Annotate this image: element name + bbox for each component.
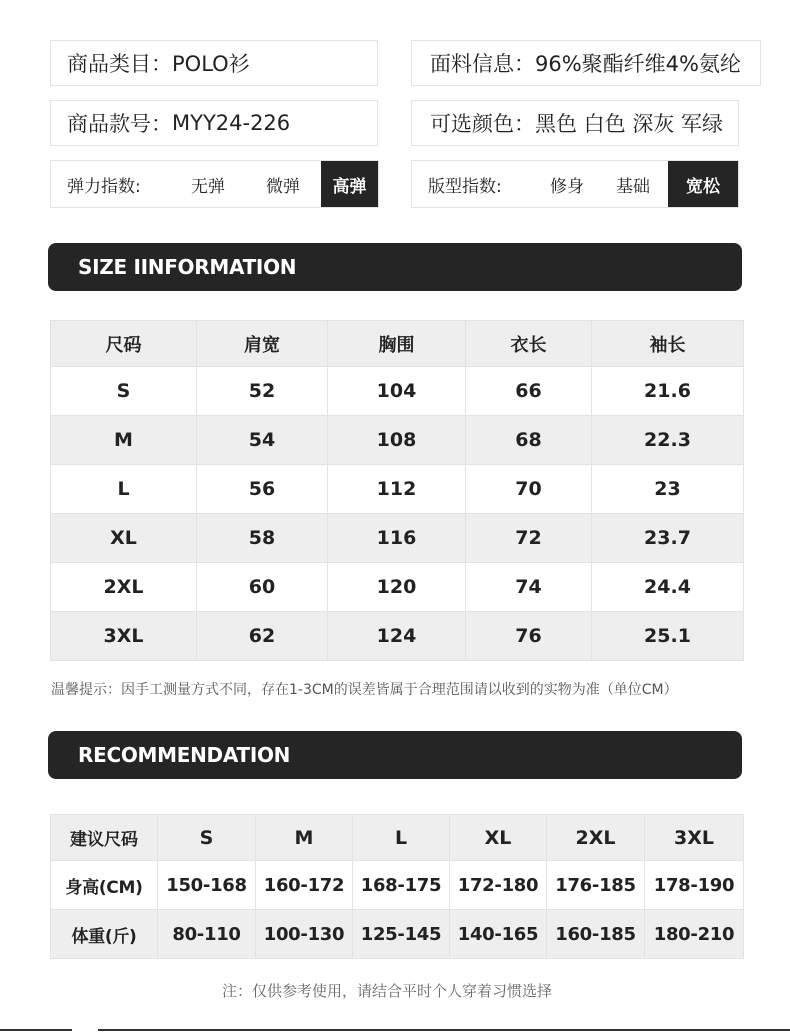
style-number-label: 商品款号： xyxy=(67,112,172,136)
size-information-title: SIZE IINFORMATION xyxy=(78,255,297,279)
size-cell: 62 xyxy=(197,612,328,661)
fit-option-slim: 修身 xyxy=(550,176,584,197)
recommendation-cell: 140-165 xyxy=(450,910,547,959)
elasticity-index xyxy=(50,160,379,208)
recommendation-cell: 178-190 xyxy=(645,861,744,910)
recommendation-cell: 150-168 xyxy=(158,861,256,910)
recommendation-row-height xyxy=(51,861,744,910)
recommendation-cell: 172-180 xyxy=(450,861,547,910)
size-cell: 21.6 xyxy=(592,367,744,416)
recommendation-banner xyxy=(48,731,742,779)
colors-value: 黑色 白色 深灰 军绿 xyxy=(535,112,724,136)
size-cell: 52 xyxy=(197,367,328,416)
size-cell: XL xyxy=(51,514,197,563)
size-row-s xyxy=(51,367,744,416)
recommendation-title: RECOMMENDATION xyxy=(78,743,291,767)
bottom-divider-right xyxy=(98,1029,790,1031)
recommendation-header-cell: XL xyxy=(450,815,547,861)
recommendation-row-weight xyxy=(51,910,744,959)
recommendation-cell: 体重(斤) xyxy=(51,910,158,959)
elasticity-label: 弹力指数: xyxy=(67,176,141,197)
size-table xyxy=(50,320,744,661)
recommendation-cell: 100-130 xyxy=(256,910,353,959)
size-row-m xyxy=(51,416,744,465)
recommendation-header-cell: S xyxy=(158,815,256,861)
recommendation-cell: 125-145 xyxy=(353,910,450,959)
recommendation-header-cell: M xyxy=(256,815,353,861)
size-cell: L xyxy=(51,465,197,514)
size-cell: 68 xyxy=(466,416,592,465)
recommendation-cell: 168-175 xyxy=(353,861,450,910)
size-cell: 70 xyxy=(466,465,592,514)
recommendation-cell: 身高(CM) xyxy=(51,861,158,910)
size-cell: 124 xyxy=(328,612,466,661)
size-cell: 60 xyxy=(197,563,328,612)
recommendation-table xyxy=(50,814,744,959)
size-cell: 56 xyxy=(197,465,328,514)
size-cell: 24.4 xyxy=(592,563,744,612)
size-cell: 23 xyxy=(592,465,744,514)
recommendation-header-cell: L xyxy=(353,815,450,861)
fabric-value: 96%聚酯纤维4%氨纶 xyxy=(535,52,741,76)
bottom-divider-left xyxy=(0,1029,72,1031)
size-cell: 112 xyxy=(328,465,466,514)
size-cell: 3XL xyxy=(51,612,197,661)
size-cell: 76 xyxy=(466,612,592,661)
style-number-value: MYY24-226 xyxy=(172,111,291,135)
measurement-tip: 温馨提示：因手工测量方式不同，存在1-3CM的误差皆属于合理范围请以收到的实物为准（单位CM） xyxy=(51,682,678,698)
product-category-box xyxy=(50,40,378,86)
size-row-3xl xyxy=(51,612,744,661)
size-header-cell: 袖长 xyxy=(592,321,744,367)
size-row-2xl xyxy=(51,563,744,612)
recommendation-cell: 80-110 xyxy=(158,910,256,959)
size-cell: 120 xyxy=(328,563,466,612)
recommendation-note: 注：仅供参考使用，请结合平时个人穿着习惯选择 xyxy=(222,982,553,1000)
recommendation-cell: 160-172 xyxy=(256,861,353,910)
size-cell: 72 xyxy=(466,514,592,563)
elasticity-option-none: 无弹 xyxy=(191,176,225,197)
size-cell: S xyxy=(51,367,197,416)
recommendation-cell: 160-185 xyxy=(547,910,645,959)
size-cell: 25.1 xyxy=(592,612,744,661)
recommendation-cell: 180-210 xyxy=(645,910,744,959)
recommendation-header-cell: 建议尺码 xyxy=(51,815,158,861)
product-category-label: 商品类目： xyxy=(67,52,172,76)
size-cell: 66 xyxy=(466,367,592,416)
size-header-cell: 胸围 xyxy=(328,321,466,367)
size-cell: 22.3 xyxy=(592,416,744,465)
size-cell: 104 xyxy=(328,367,466,416)
size-cell: 74 xyxy=(466,563,592,612)
recommendation-header xyxy=(51,815,744,861)
style-number-box xyxy=(50,100,378,146)
product-category-value: POLO衫 xyxy=(172,52,250,76)
size-information-banner xyxy=(48,243,742,291)
fit-option-regular: 基础 xyxy=(616,176,650,197)
recommendation-header-cell: 2XL xyxy=(547,815,645,861)
elasticity-option-slight: 微弹 xyxy=(266,176,300,197)
size-cell: 58 xyxy=(197,514,328,563)
fit-option-loose-selected: 宽松 xyxy=(668,161,738,207)
recommendation-header-cell: 3XL xyxy=(645,815,744,861)
colors-label: 可选颜色： xyxy=(430,112,535,136)
fit-label: 版型指数: xyxy=(428,176,502,197)
size-header-cell: 肩宽 xyxy=(197,321,328,367)
size-row-xl xyxy=(51,514,744,563)
fabric-info-box xyxy=(411,40,761,86)
recommendation-cell: 176-185 xyxy=(547,861,645,910)
size-table-header xyxy=(51,321,744,367)
fabric-label: 面料信息： xyxy=(430,52,535,76)
size-cell: 54 xyxy=(197,416,328,465)
elasticity-option-high-selected: 高弹 xyxy=(321,161,378,207)
size-row-l xyxy=(51,465,744,514)
fit-index xyxy=(411,160,739,208)
size-cell: 116 xyxy=(328,514,466,563)
available-colors-box xyxy=(411,100,739,146)
size-cell: 2XL xyxy=(51,563,197,612)
size-header-cell: 衣长 xyxy=(466,321,592,367)
size-cell: 108 xyxy=(328,416,466,465)
size-cell: M xyxy=(51,416,197,465)
size-header-cell: 尺码 xyxy=(51,321,197,367)
size-cell: 23.7 xyxy=(592,514,744,563)
